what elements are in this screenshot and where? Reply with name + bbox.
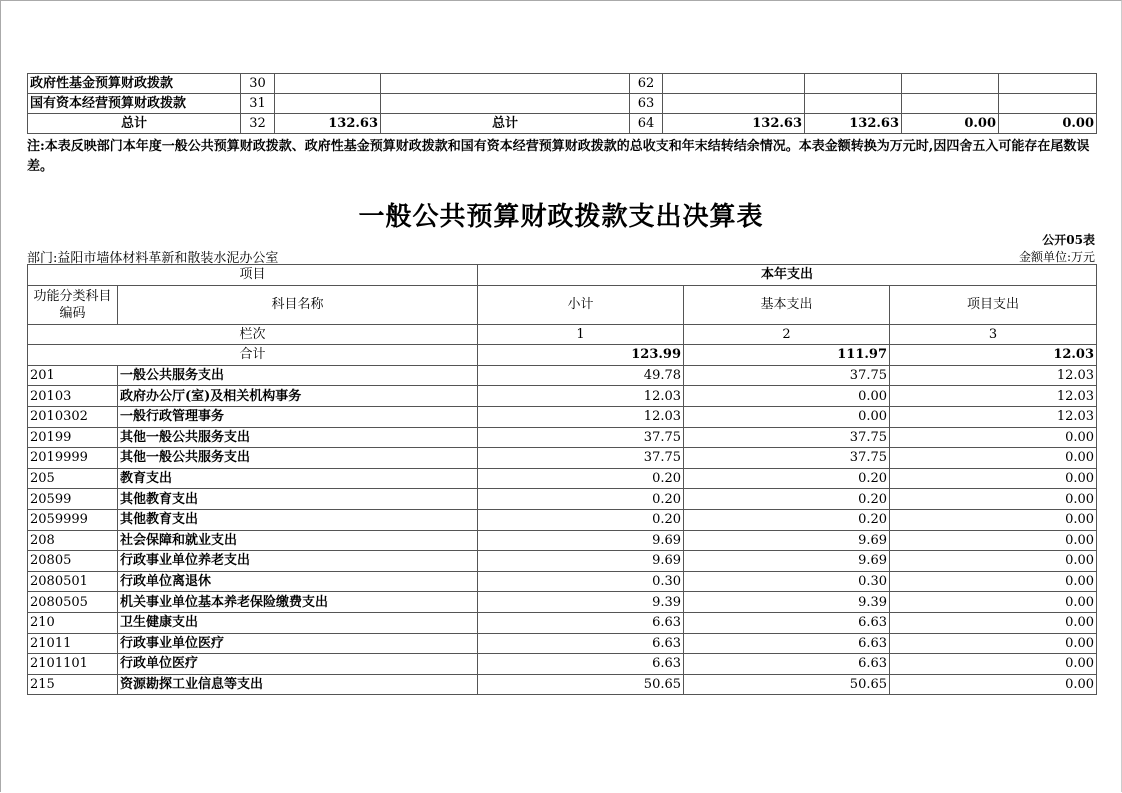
basic-value: 37.75 (684, 365, 890, 386)
subject-name: 一般行政管理事务 (118, 406, 478, 427)
basic-value: 9.69 (684, 530, 890, 551)
basic-value: 6.63 (684, 612, 890, 633)
row-value (999, 74, 1097, 94)
subject-name: 资源勘探工业信息等支出 (118, 674, 478, 695)
basic-value: 0.00 (684, 406, 890, 427)
total-row-value: 0.00 (902, 114, 999, 134)
subject-name: 行政单位离退休 (118, 571, 478, 592)
subtotal-value: 0.20 (478, 509, 684, 530)
project-value: 0.00 (890, 592, 1097, 613)
table-row (28, 406, 1097, 427)
subject-name: 其他教育支出 (118, 489, 478, 510)
table-row (28, 468, 1097, 489)
subtotal-value: 37.75 (478, 448, 684, 469)
project-value: 0.00 (890, 551, 1097, 572)
total-row-value: 132.63 (663, 114, 805, 134)
project-value: 0.00 (890, 654, 1097, 675)
table-row (28, 654, 1097, 675)
header-subtotal: 小计 (478, 285, 684, 324)
basic-value: 37.75 (684, 427, 890, 448)
subtotal-value: 0.20 (478, 468, 684, 489)
total-row (28, 114, 1097, 134)
project-value: 0.00 (890, 427, 1097, 448)
table-row (28, 365, 1097, 386)
header-basic: 基本支出 (684, 285, 890, 324)
subject-name: 一般公共服务支出 (118, 365, 478, 386)
row-value (902, 94, 999, 114)
form-code: 公开05表 (1042, 233, 1095, 247)
row-label: 政府性基金预算财政拨款 (28, 74, 241, 94)
header-row (28, 285, 1097, 324)
subject-code: 20599 (28, 489, 118, 510)
column-number: 1 (478, 324, 684, 345)
project-value: 0.00 (890, 468, 1097, 489)
subject-code: 201 (28, 365, 118, 386)
table-row (28, 448, 1097, 469)
total-project: 12.03 (890, 345, 1097, 366)
basic-value: 6.63 (684, 654, 890, 675)
subtotal-value: 12.03 (478, 406, 684, 427)
project-value: 0.00 (890, 448, 1097, 469)
subtotal-value: 49.78 (478, 365, 684, 386)
subject-code: 215 (28, 674, 118, 695)
header-code: 功能分类科目编码 (28, 285, 118, 324)
total-basic: 111.97 (684, 345, 890, 366)
subject-name: 行政单位医疗 (118, 654, 478, 675)
subject-name: 社会保障和就业支出 (118, 530, 478, 551)
row-amount (275, 94, 381, 114)
subject-code: 20103 (28, 386, 118, 407)
subject-name: 其他一般公共服务支出 (118, 427, 478, 448)
table-row (28, 530, 1097, 551)
row-value (999, 94, 1097, 114)
table-row (28, 551, 1097, 572)
basic-value: 9.69 (684, 551, 890, 572)
subtotal-value: 9.39 (478, 592, 684, 613)
table-row (28, 427, 1097, 448)
total-row (28, 345, 1097, 366)
row-right-line-number: 63 (630, 94, 663, 114)
subject-name: 行政事业单位养老支出 (118, 551, 478, 572)
project-value: 0.00 (890, 633, 1097, 654)
page-title: 一般公共预算财政拨款支出决算表 (358, 202, 764, 232)
header-row (28, 265, 1097, 286)
header-name: 科目名称 (118, 285, 478, 324)
column-number: 3 (890, 324, 1097, 345)
subtotal-value: 0.30 (478, 571, 684, 592)
table-row (28, 633, 1097, 654)
basic-value: 0.20 (684, 468, 890, 489)
project-value: 0.00 (890, 489, 1097, 510)
subject-name: 其他教育支出 (118, 509, 478, 530)
subject-code: 2080505 (28, 592, 118, 613)
basic-value: 37.75 (684, 448, 890, 469)
total-row-label: 总计 (28, 114, 241, 134)
subject-code: 21011 (28, 633, 118, 654)
subject-code: 208 (28, 530, 118, 551)
basic-value: 50.65 (684, 674, 890, 695)
column-number: 2 (684, 324, 890, 345)
subject-name: 行政事业单位医疗 (118, 633, 478, 654)
row-right-label (381, 94, 630, 114)
column-number-row (28, 324, 1097, 345)
total-row-value: 0.00 (999, 114, 1097, 134)
basic-value: 9.39 (684, 592, 890, 613)
subject-code: 210 (28, 612, 118, 633)
total-row-value: 132.63 (805, 114, 902, 134)
row-value (805, 74, 902, 94)
subtotal-value: 50.65 (478, 674, 684, 695)
total-row-right-line-number: 64 (630, 114, 663, 134)
table-row (28, 571, 1097, 592)
table-row (28, 674, 1097, 695)
subtotal-value: 6.63 (478, 654, 684, 675)
basic-value: 0.00 (684, 386, 890, 407)
project-value: 12.03 (890, 406, 1097, 427)
table-row (28, 94, 1097, 114)
row-right-line-number: 62 (630, 74, 663, 94)
total-row-line-number: 32 (241, 114, 275, 134)
row-label: 国有资本经营预算财政拨款 (28, 94, 241, 114)
expenditure-table (27, 264, 1097, 695)
basic-value: 0.30 (684, 571, 890, 592)
row-value (902, 74, 999, 94)
row-value (805, 94, 902, 114)
header-year-expense: 本年支出 (478, 265, 1097, 286)
subtotal-value: 37.75 (478, 427, 684, 448)
amount-unit-label: 金额单位:万元 (1018, 250, 1095, 264)
table-row (28, 489, 1097, 510)
subtotal-value: 0.20 (478, 489, 684, 510)
project-value: 0.00 (890, 509, 1097, 530)
basic-value: 6.63 (684, 633, 890, 654)
basic-value: 0.20 (684, 489, 890, 510)
subject-name: 教育支出 (118, 468, 478, 489)
subject-code: 205 (28, 468, 118, 489)
subtotal-value: 6.63 (478, 633, 684, 654)
project-value: 12.03 (890, 386, 1097, 407)
project-value: 0.00 (890, 571, 1097, 592)
total-label: 合计 (28, 345, 478, 366)
row-right-label (381, 74, 630, 94)
table-row (28, 386, 1097, 407)
row-value (663, 94, 805, 114)
subject-code: 2101101 (28, 654, 118, 675)
project-value: 0.00 (890, 530, 1097, 551)
table-note: 注:本表反映部门本年度一般公共预算财政拨款、政府性基金预算财政拨款和国有资本经营预算财政拨款的总收支和年末结转结余情况。本表金额转换为万元时,因四舍五入可能存在尾数误差。 (27, 139, 1090, 174)
table-row (28, 592, 1097, 613)
total-subtotal: 123.99 (478, 345, 684, 366)
table-row (28, 612, 1097, 633)
subtotal-value: 9.69 (478, 530, 684, 551)
row-line-number: 31 (241, 94, 275, 114)
subject-code: 2010302 (28, 406, 118, 427)
project-value: 12.03 (890, 365, 1097, 386)
total-row-right-label: 总计 (381, 114, 630, 134)
income-expense-summary-table (27, 73, 1097, 134)
subtotal-value: 6.63 (478, 612, 684, 633)
row-value (663, 74, 805, 94)
row-amount (275, 74, 381, 94)
column-label: 栏次 (28, 324, 478, 345)
total-row-amount: 132.63 (275, 114, 381, 134)
subject-code: 2059999 (28, 509, 118, 530)
header-item: 项目 (28, 265, 478, 286)
subtotal-value: 12.03 (478, 386, 684, 407)
table-row (28, 74, 1097, 94)
header-project: 项目支出 (890, 285, 1097, 324)
subtotal-value: 9.69 (478, 551, 684, 572)
subject-code: 2080501 (28, 571, 118, 592)
subject-code: 2019999 (28, 448, 118, 469)
project-value: 0.00 (890, 612, 1097, 633)
basic-value: 0.20 (684, 509, 890, 530)
subject-name: 机关事业单位基本养老保险缴费支出 (118, 592, 478, 613)
subject-name: 其他一般公共服务支出 (118, 448, 478, 469)
subject-name: 卫生健康支出 (118, 612, 478, 633)
subject-name: 政府办公厅(室)及相关机构事务 (118, 386, 478, 407)
table-row (28, 509, 1097, 530)
subject-code: 20199 (28, 427, 118, 448)
department-label: 部门:益阳市墙体材料革新和散装水泥办公室 (27, 251, 279, 266)
project-value: 0.00 (890, 674, 1097, 695)
row-line-number: 30 (241, 74, 275, 94)
subject-code: 20805 (28, 551, 118, 572)
